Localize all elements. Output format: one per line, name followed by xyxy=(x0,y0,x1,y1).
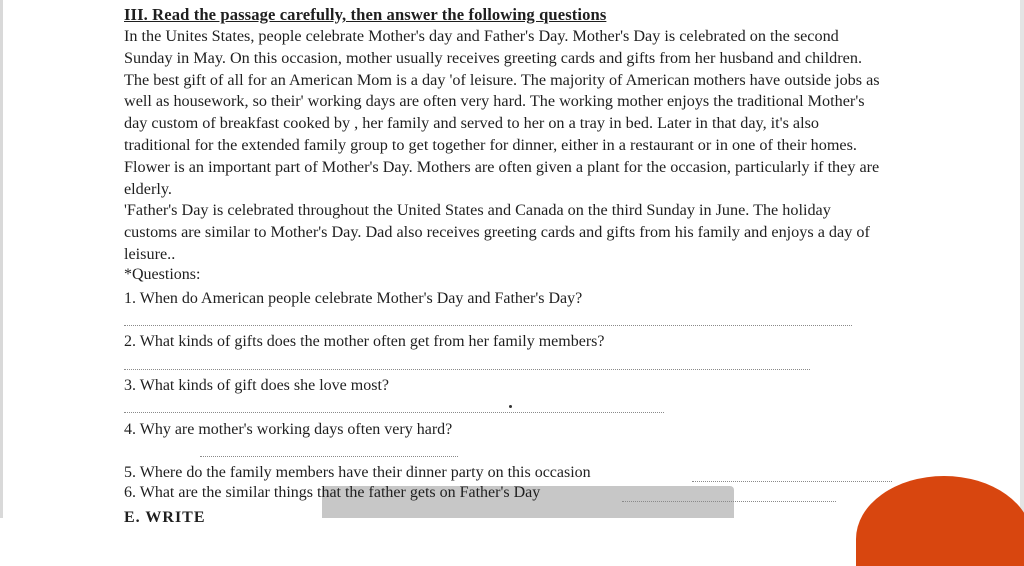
question-6: 6. What are the similar things that the father gets on Father's Day xyxy=(124,484,541,501)
questions-label: *Questions: xyxy=(124,266,201,283)
passage-line: Flower is an important part of Mother's Day. Mothers are often given a plant for the occasion, particularly if they are xyxy=(124,157,880,176)
answer-line-4[interactable] xyxy=(200,456,458,457)
question-2: 2. What kinds of gifts does the mother often get from her family members? xyxy=(124,333,605,350)
orange-shape xyxy=(856,476,1024,566)
passage xyxy=(124,26,1016,266)
passage-line: elderly. xyxy=(124,179,172,198)
page-left-edge xyxy=(0,0,3,518)
answer-line-5[interactable] xyxy=(692,481,892,482)
passage-line: The best gift of all for an American Mom is a day 'of leisure. The majority of American mothers have outside jobs as xyxy=(124,70,880,89)
passage-line: Sunday in May. On this occasion, mother usually receives greeting cards and gifts from her husband and children. xyxy=(124,48,862,67)
answer-line-1[interactable] xyxy=(124,325,852,326)
next-section-heading: E. WRITE xyxy=(124,509,206,526)
passage-line: traditional for the extended family group to get together for dinner, either in a restaurant or in one of their homes. xyxy=(124,135,857,154)
passage-line: 'Father's Day is celebrated throughout the United States and Canada on the third Sunday in June. The holiday xyxy=(124,201,831,220)
page-right-edge xyxy=(1020,0,1024,518)
passage-line: In the Unites States, people celebrate Mother's day and Father's Day. Mother's Day is celebrated on the second xyxy=(124,27,839,45)
section-heading: III. Read the passage carefully, then answer the following questions xyxy=(124,5,607,24)
question-3: 3. What kinds of gift does she love most? xyxy=(124,377,389,394)
worksheet xyxy=(124,4,1016,266)
passage-line: leisure.. xyxy=(124,244,176,263)
passage-line: day custom of breakfast cooked by , her family and served to her on a tray in bed. Later in that day, it's also xyxy=(124,114,820,133)
ink-dot xyxy=(509,405,512,408)
answer-line-3[interactable] xyxy=(124,412,664,413)
answer-line-2[interactable] xyxy=(124,369,810,370)
passage-line: customs are similar to Mother's Day. Dad also receives greeting cards and gifts from his family and enjoys a day of xyxy=(124,223,870,242)
question-1: 1. When do American people celebrate Mother's Day and Father's Day? xyxy=(124,290,583,307)
passage-line: well as housework, so their' working days are often very hard. The working mother enjoys the traditional Mother's xyxy=(124,92,865,111)
question-4: 4. Why are mother's working days often very hard? xyxy=(124,421,453,438)
answer-line-6[interactable] xyxy=(622,501,836,502)
question-5: 5. Where do the family members have their dinner party on this occasion xyxy=(124,464,591,481)
